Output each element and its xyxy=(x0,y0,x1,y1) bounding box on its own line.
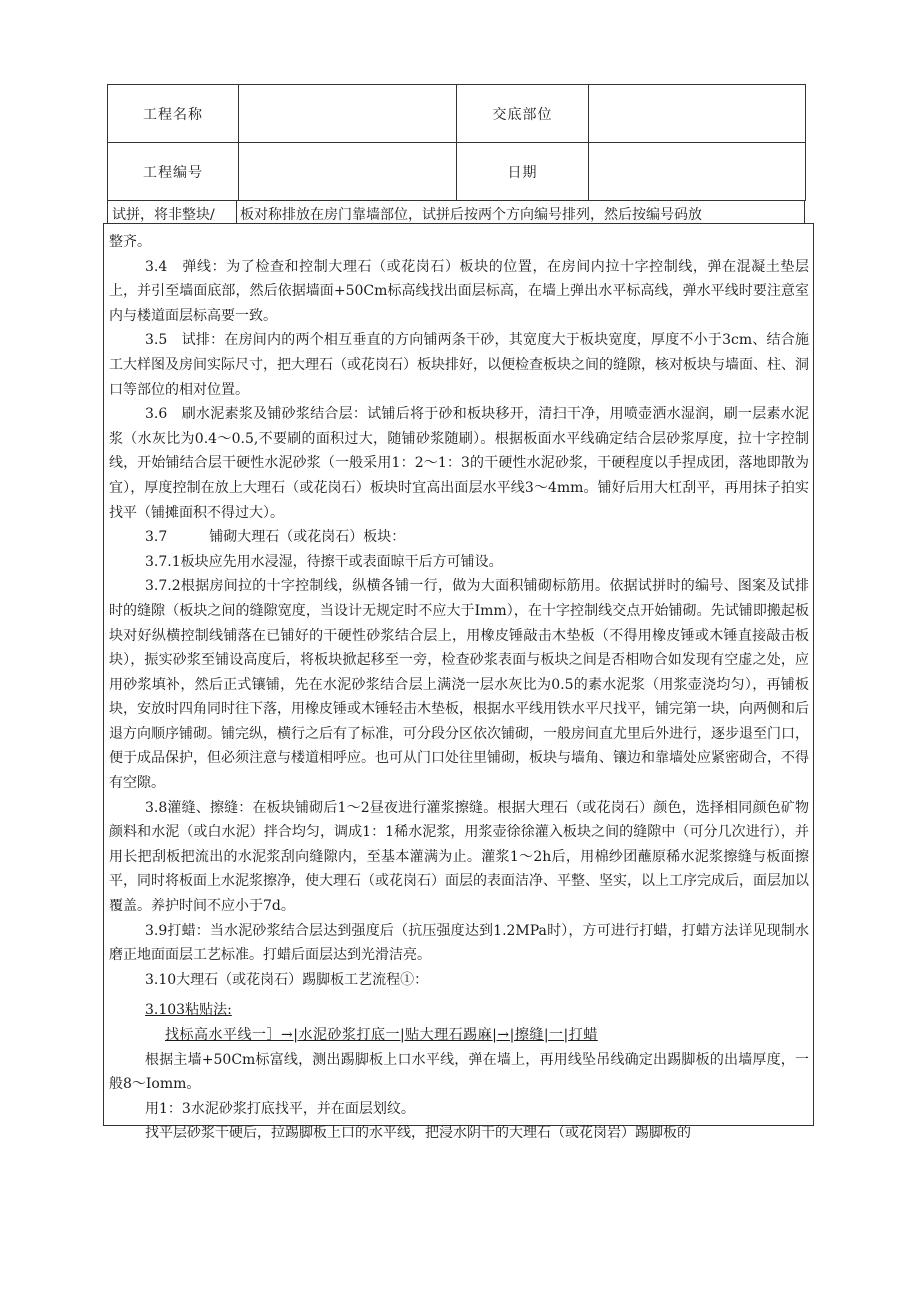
paragraph-baseline: 根据主墙+50Cm标富线，测出踢脚板上口水平线，弹在墙上，再用线坠吊线确定出踢脚板的出墙厚度，一般8～Iomm。 xyxy=(109,1051,809,1093)
project-name-value[interactable] xyxy=(239,85,457,143)
paragraph-leveling: 找平层砂浆干硬后，拉踢脚板上口的水平线，把浸水阴干的大理石（或花岗岩）踢脚板的 xyxy=(145,1125,691,1142)
header-table xyxy=(107,84,806,201)
paragraph-3-103: 3.103粘贴法: xyxy=(145,1002,232,1019)
strip-divider xyxy=(236,201,237,223)
paragraph-3-5: 3.5 试排：在房间内的两个相互垂直的方向铺两条干砂，其宽度大于板块宽度，厚度不小于3cm、结合施工大样图及房间实际尺寸，把大理石（或花岗石）板块排好，以便检查板块之间的缝隙，核对板块与墙面、柱、洞口等部位的相对位置。 xyxy=(109,332,809,398)
location-value[interactable] xyxy=(589,85,806,143)
content-text xyxy=(109,230,809,1146)
location-label: 交底部位 xyxy=(457,85,589,143)
paragraph: 整齐。 xyxy=(109,234,151,250)
paragraph-3-9: 3.9打蜡：当水泥砂浆结合层达到强度后（抗压强度达到1.2MPa时），方可进行打蜡，打蜡方法详见现制水磨正地面面层工艺标准。打蜡后面层达到光滑洁亮。 xyxy=(109,922,809,964)
continuation-strip xyxy=(107,201,805,223)
paragraph-3-10: 3.10大理石（或花岗石）踢脚板工艺流程①： xyxy=(145,971,429,988)
project-name-label: 工程名称 xyxy=(108,85,239,143)
paragraph-3-8: 3.8灌缝、擦缝：在板块铺砌后1～2昼夜进行灌浆擦缝。根据大理石（或花岗石）颜色，选择相同颜色矿物颜料和水泥（或白水泥）拌合均匀，调成1：1稀水泥浆，用浆壶徐徐灌入板块之间的缝隙中（可分几次进行），并用长把刮板把流出的水泥浆刮向缝隙内，至基本灌满为止。灌浆1～2h后，用棉纱团蘸原稀水泥浆擦缝与板面擦平，同时将板面上水泥浆擦净，使大理石（或花岗石）面层的表面洁净、平整、坚实，以上工序完成后，面层加以覆盖。养护时间不应小于7d。 xyxy=(109,799,809,915)
process-flow: 找标高水平线一］→|水泥砂浆打底一|贴大理石踢麻|→|擦缝|一|打蜡 xyxy=(165,1027,598,1043)
paragraph-3-4: 3.4 弹线：为了检查和控制大理石（或花岗石）板块的位置，在房间内拉十字控制线，弹在混凝土垫层上，并引至墙面底部，然后依据墙面+50Cm标高线找出面层标高，在墙上弹出水平标高线，弹水平线时要注意室内与楼道面层标高要一致。 xyxy=(109,258,809,324)
paragraph-3-7-1: 3.7.1板块应先用水浸湿，待擦干或表面晾干后方可铺设。 xyxy=(145,553,503,570)
paragraph-3-7: 3.7 铺砌大理石（或花岗石）板块： xyxy=(145,529,406,546)
paragraph-3-6: 3.6 刷水泥素浆及铺砂浆结合层：试铺后将于砂和板块移开，清扫干净，用喷壶洒水湿润，刷一层素水泥浆（水灰比为0.4～0.5,不要刷的面积过大，随铺砂浆随刷）。根据板面水平线确定结合层砂浆厚度，拉十字控制线，开始铺结合层干硬性水泥砂浆（一般采用1：2～1：3的干硬性水泥砂浆，干硬程度以手捏成团，落地即散为宜），厚度控制在放上大理石（或花岗石）板块时宜高出面层水平线3～4mm。铺好后用大杠刮平，再用抹子拍实找平（铺摊面积不得过大）。 xyxy=(109,406,809,521)
paragraph-base-coat: 用1：3水泥砂浆打底找平，并在面层划纹。 xyxy=(145,1100,415,1117)
project-no-label: 工程编号 xyxy=(108,143,239,201)
paragraph-3-7-2: 3.7.2根据房间拉的十字控制线，纵横各铺一行，做为大面积铺砌标筋用。依据试拼时的编号、图案及试排时的缝隙（板块之间的缝隙宽度，当设计无规定时不应大于Imm），在十字控制线交点开始铺砌。先试铺即搬起板块对好纵横控制线铺落在已铺好的干硬性砂浆结合层上，用橡皮锤敲击木垫板（不得用橡皮锤或木锤直接敲击板块），振实砂浆至铺设高度后，将板块掀起移至一旁，检查砂浆表面与板块之间是否相吻合如发现有空虚之处，应用砂浆填补，然后正式镶铺，先在水泥砂浆结合层上满浇一层水灰比为0.5的素水泥浆（用浆壶浇均匀），再铺板块，安放时四角同时往下落，用橡皮锤或木锤轻击木垫板，根据水平线用铁水平尺找平，铺完第一块，向两侧和后退方向顺序铺砌。铺完纵，横行之后有了标准，可分段分区依次铺砌，一般房间直尤里后外进行，逐步退至门口，便于成品保护，但必须注意与楼道相呼应。也可从门口处往里铺砌，板块与墙角、镶边和靠墙处应紧密砌合，不得有空隙。 xyxy=(109,578,809,792)
project-no-value[interactable] xyxy=(239,143,457,201)
date-label: 日期 xyxy=(457,143,589,201)
strip-right-text: 板对称排放在房门靠墙部位，试拼后按两个方向编号排列，然后按编号码放 xyxy=(240,207,702,223)
content-box xyxy=(103,223,814,1142)
strip-left-text: 试拼，将非整块/ xyxy=(112,207,215,223)
date-value[interactable] xyxy=(589,143,806,201)
